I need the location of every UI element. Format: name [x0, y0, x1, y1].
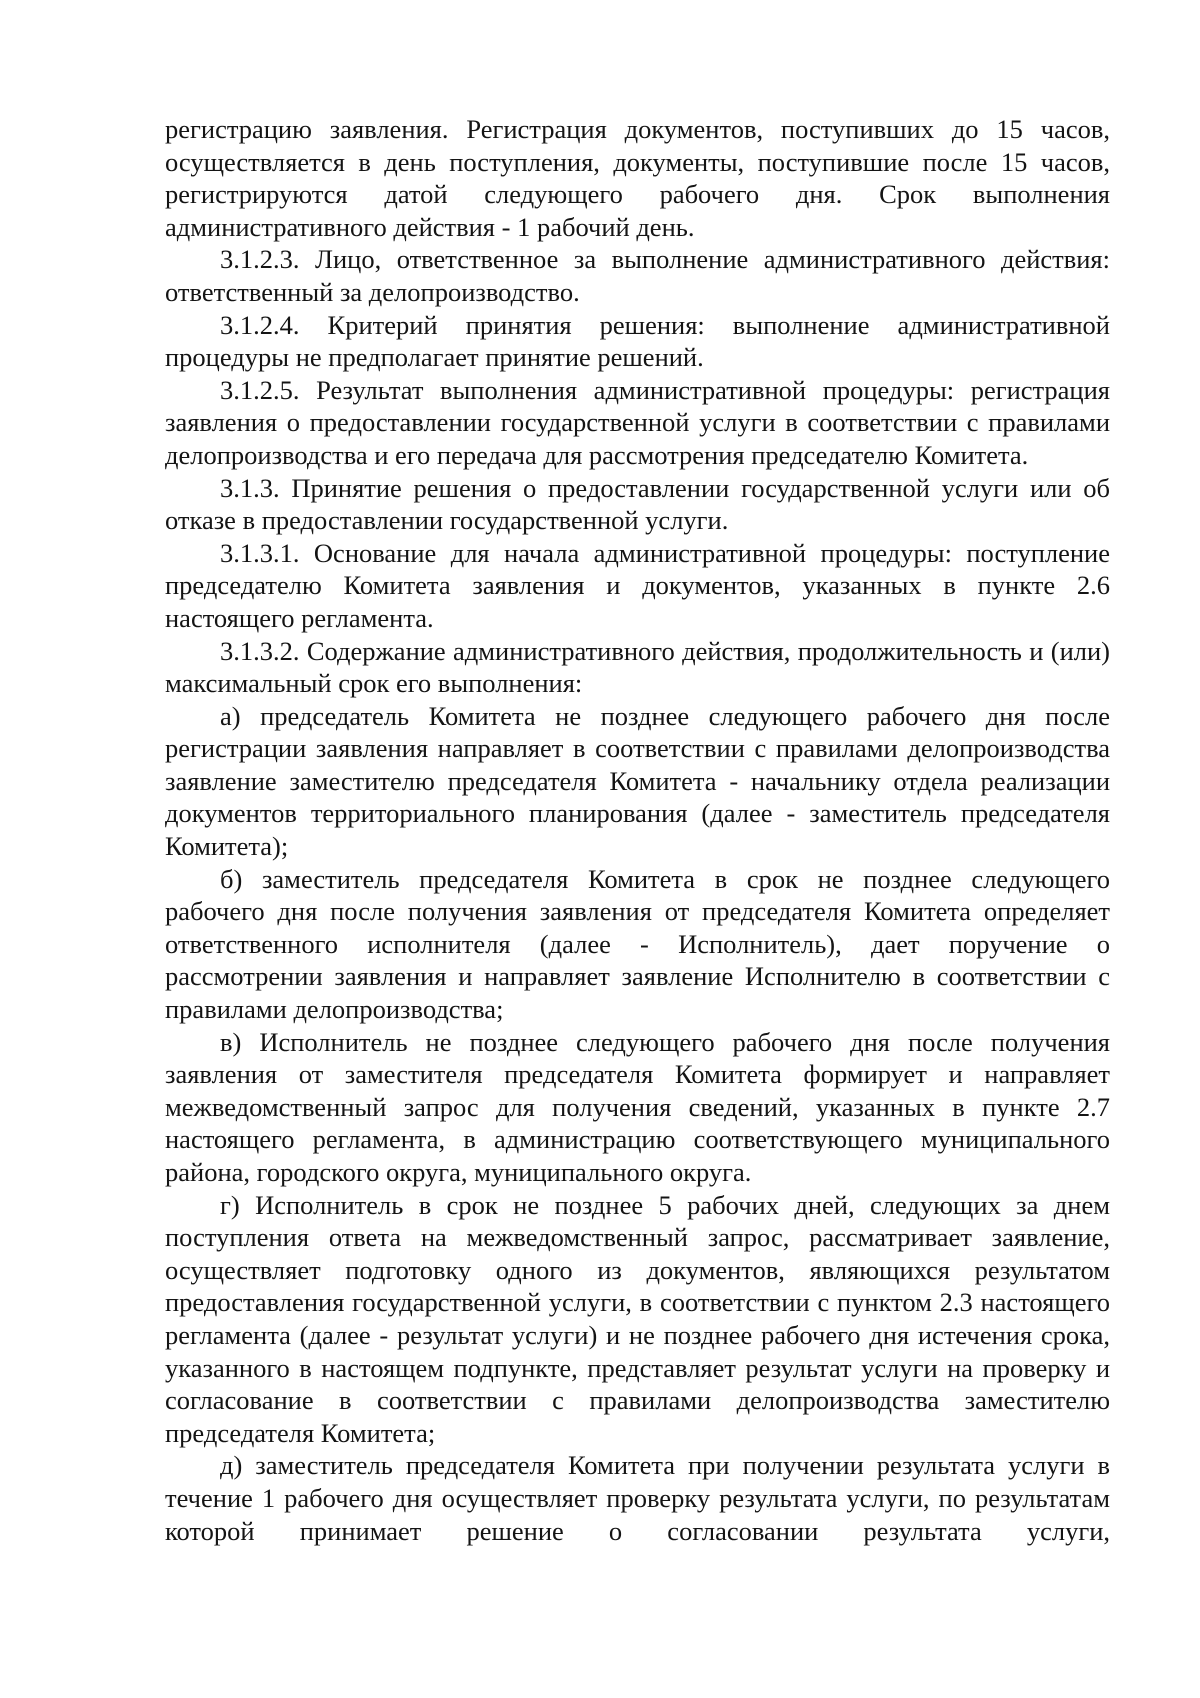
paragraph-3-1-3-1: 3.1.3.1. Основание для начала административной процедуры: поступление председателю Комитета заявления и документов, указанных в пункте 2.6 настоящего регламента.	[165, 537, 1110, 633]
paragraph-3-1-3: 3.1.3. Принятие решения о предоставлении государственной услуги или об отказе в предоставлении государственной услуги.	[165, 472, 1110, 536]
paragraph-3-1-3-2: 3.1.3.2. Содержание административного действия, продолжительность и (или) максимальный срок его выполнения:	[165, 635, 1110, 699]
paragraph-3-1-2-4: 3.1.2.4. Критерий принятия решения: выполнение административной процедуры не предполагает принятие решений.	[165, 309, 1110, 373]
paragraph-item-g: г) Исполнитель в срок не позднее 5 рабочих дней, следующих за днем поступления ответа на межведомственный запрос, рассматривает заявление, осуществляет подготовку одного из документов, являющихся результатом предоставления государственной услуги, в соответствии с пунктом 2.3 настоящего регламента (далее - результат услуги) и не позднее рабочего дня истечения срока, указанного в настоящем подпункте, представляет результат услуги на проверку и согласование в соответствии с правилами делопроизводства заместителю председателя Комитета;	[165, 1189, 1110, 1448]
paragraph-item-a: а) председатель Комитета не позднее следующего рабочего дня после регистрации заявления направляет в соответствии с правилами делопроизводства заявление заместителю председателя Комитета - начальнику отдела реализации документов территориального планирования (далее - заместитель председателя Комитета);	[165, 700, 1110, 862]
paragraph-3-1-2-5: 3.1.2.5. Результат выполнения административной процедуры: регистрация заявления о предоставлении государственной услуги в соответствии с правилами делопроизводства и его передача для рассмотрения председателю Комитета.	[165, 374, 1110, 470]
paragraph-registration-continued: регистрацию заявления. Регистрация документов, поступивших до 15 часов, осуществляется в день поступления, документы, поступившие после 15 часов, регистрируются датой следующего рабочего дня. Срок выполнения административного действия - 1 рабочий день.	[165, 114, 1110, 242]
paragraph-item-d: д) заместитель председателя Комитета при получении результата услуги в течение 1 рабочего дня осуществляет проверку результата услуги, по результатам которой принимает решение о согласовании результата услуги,	[165, 1450, 1110, 1546]
document-body	[165, 113, 1110, 1547]
paragraph-item-v: в) Исполнитель не позднее следующего рабочего дня после получения заявления от заместителя председателя Комитета формирует и направляет межведомственный запрос для получения сведений, указанных в пункте 2.7 настоящего регламента, в администрацию соответствующего муниципального района, городского округа, муниципального округа.	[165, 1026, 1110, 1187]
paragraph-3-1-2-3: 3.1.2.3. Лицо, ответственное за выполнение административного действия: ответственный за делопроизводство.	[165, 244, 1110, 307]
paragraph-item-b: б) заместитель председателя Комитета в срок не позднее следующего рабочего дня после получения заявления от председателя Комитета определяет ответственного исполнителя (далее - Исполнитель), дает поручение о рассмотрении заявления и направляет заявление Исполнителю в соответствии с правилами делопроизводства;	[165, 863, 1110, 1025]
